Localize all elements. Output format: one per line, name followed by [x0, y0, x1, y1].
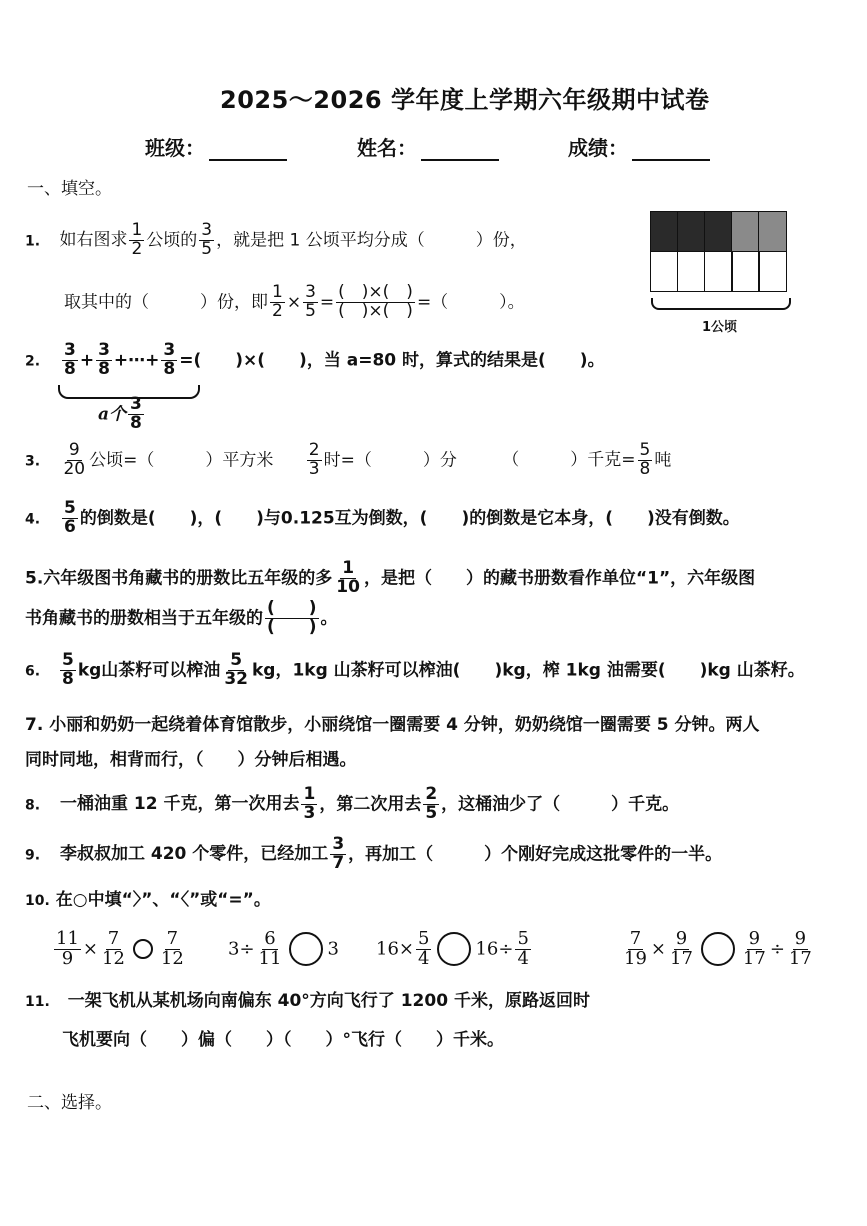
question-1-line-1: [25, 222, 527, 259]
fraction: $\frac{5}{6}$: [63, 498, 76, 537]
fraction: $\frac{3}{7}$: [332, 834, 345, 873]
question-5-line-2: 书角藏书的册数相当于五年级的 $\frac{( )}{( )}$ 。: [25, 598, 338, 637]
hectare-figure: [651, 212, 787, 292]
q1-text: ，就是把 1 公顷平均分成（ ）份，: [216, 230, 527, 251]
compare-expression-1: $\frac{11}{9}$ × $\frac{7}{12}$ $\frac{7}{12}$: [56, 928, 184, 969]
fraction: $\frac{1}{3}$: [303, 784, 316, 823]
fraction: $\frac{3}{8}$: [63, 340, 76, 379]
grid-cell-light-shaded: [758, 211, 787, 253]
question-7-line-1: 7. 小丽和奶奶一起绕着体育馆散步，小丽绕馆一圈需要 4 分钟，奶奶绕馆一圈需要 5 分钟。两人: [25, 715, 760, 735]
grid-cell: [731, 251, 760, 293]
fraction: $\frac{3}{8}$: [130, 394, 142, 433]
question-4: 4. $\frac{5}{6}$ 的倒数是( )，( )与0.125互为倒数，( )的倒数是它本身，( )没有倒数。: [25, 498, 740, 537]
question-number: 6.: [25, 663, 41, 680]
q1-text: 公顷的: [146, 230, 198, 251]
question-1-line-2: 取其中的（ ）份，即 $\frac{1}{2}$ × $\frac{3}{5}$ = $\frac{( )\times( )}{( )\times( )}$ =（ ）。: [64, 282, 525, 321]
fraction: $\frac{3}{8}$: [98, 340, 110, 379]
answer-fraction: $\frac{( )}{( )}$: [267, 598, 317, 637]
fraction: $\frac{2}{3}$: [308, 440, 320, 479]
question-number: 4.: [25, 511, 41, 528]
section-heading-1: 一、填空。: [27, 179, 112, 199]
question-number: 9.: [25, 847, 41, 864]
grid-cell: [650, 251, 679, 293]
question-number: 11.: [25, 994, 50, 1010]
grid-cell: [758, 251, 787, 293]
fraction: $\frac{1}{10}$: [336, 558, 360, 597]
fraction: $\frac{3}{8}$: [163, 340, 176, 379]
grid-cell-shaded: [650, 211, 679, 253]
compare-expression-4: $\frac{7}{19}$ × $\frac{9}{17}$ $\frac{9}{17}$ ÷ $\frac{9}{17}$: [624, 928, 812, 969]
question-3: 3. $\frac{9}{20}$ 公顷=（ ）平方米 $\frac{2}{3}$ 时=（ ）分 （ ）千克= $\frac{5}{8}$ 吨: [25, 440, 672, 479]
compare-expression-2: 3÷ $\frac{6}{11}$ 3: [228, 928, 339, 969]
fraction: $\frac{1}{2}$: [272, 282, 283, 321]
question-number: 2.: [25, 353, 41, 370]
class-field: [145, 132, 287, 161]
figure-label: 1公顷: [702, 320, 738, 335]
question-number: 1.: [25, 233, 41, 250]
score-field: [568, 132, 710, 161]
fraction: $\frac{1}{2}$: [131, 220, 143, 259]
fraction: $\frac{5}{32}$: [224, 650, 248, 689]
question-10: 10. 在○中填“〉”、“〈”或“=”。: [25, 890, 271, 910]
q1-text: 取其中的（ ）份，即: [64, 292, 268, 313]
grid-cell-shaded: [704, 211, 733, 253]
grid-cell: [704, 251, 733, 293]
figure-brace: [651, 298, 791, 310]
q1-text: 如右图求: [59, 230, 128, 251]
q1-text: =（ ）。: [416, 292, 525, 313]
brace-label: a个 $\frac{3}{8}$: [98, 394, 142, 433]
question-5-line-1: 5.六年级图书角藏书的册数比五年级的多 $\frac{1}{10}$ ，是把（ ）的藏书册数看作单位“1”，六年级图: [25, 558, 756, 597]
fraction: $\frac{3}{5}$: [201, 220, 213, 259]
fraction: $\frac{5}{8}$: [639, 440, 651, 479]
question-number: 8.: [25, 797, 41, 814]
q2-text: =( )×( )，当 a=80 时，算式的结果是( )。: [179, 350, 605, 371]
name-field: [357, 132, 499, 161]
name-label: 姓名：: [357, 136, 417, 160]
fraction: $\frac{5}{8}$: [61, 650, 74, 689]
compare-circle[interactable]: [289, 932, 323, 966]
answer-fraction: $\frac{( )\times( )}{( )\times( )}$: [338, 282, 413, 321]
page-title: 2025～2026 学年度上学期六年级期中试卷: [220, 86, 710, 114]
class-blank: [209, 139, 287, 161]
fraction: $\frac{9}{20}$: [63, 440, 86, 479]
fraction: $\frac{3}{5}$: [305, 282, 316, 321]
question-number: 10.: [25, 893, 50, 909]
question-8: 8. 一桶油重 12 千克，第一次用去 $\frac{1}{3}$ ，第二次用去 $\frac{2}{5}$ ，这桶油少了（ ）千克。: [25, 784, 680, 823]
question-7-line-2: 同时同地，相背而行，（ ）分钟后相遇。: [25, 750, 357, 770]
compare-circle[interactable]: [701, 932, 735, 966]
compare-expression-3: 16× $\frac{5}{4}$ 16÷ $\frac{5}{4}$: [376, 928, 529, 969]
score-blank: [632, 139, 710, 161]
question-9: 9. 李叔叔加工 420 个零件，已经加工 $\frac{3}{7}$ ，再加工（ ）个刚好完成这批零件的一半。: [25, 834, 723, 873]
grid-cell: [677, 251, 706, 293]
grid-cell-light-shaded: [731, 211, 760, 253]
class-label: 班级：: [145, 136, 205, 160]
question-2: 2. $\frac{3}{8}$ + $\frac{3}{8}$ +⋯+ $\frac{3}{8}$ =( )×( )，当 a=80 时，算式的结果是( )。: [25, 340, 605, 379]
question-number: 3.: [25, 453, 41, 470]
fraction: $\frac{2}{5}$: [425, 784, 438, 823]
compare-circle[interactable]: [437, 932, 471, 966]
compare-circle[interactable]: [133, 939, 153, 959]
section-heading-2: 二、选择。: [27, 1093, 112, 1113]
question-11-line-2: 飞机要向（ ）偏（ ）（ ）°飞行（ ）千米。: [62, 1030, 504, 1050]
grid-cell-shaded: [677, 211, 706, 253]
name-blank: [421, 139, 499, 161]
question-6: 6. $\frac{5}{8}$ kg山茶籽可以榨油 $\frac{5}{32}$ kg，1kg 山茶籽可以榨油( )kg，榨 1kg 油需要( )kg 山茶籽。: [25, 650, 805, 689]
question-11-line-1: 11. 一架飞机从某机场向南偏东 40°方向飞行了 1200 千米，原路返回时: [25, 991, 590, 1011]
score-label: 成绩：: [568, 136, 628, 160]
